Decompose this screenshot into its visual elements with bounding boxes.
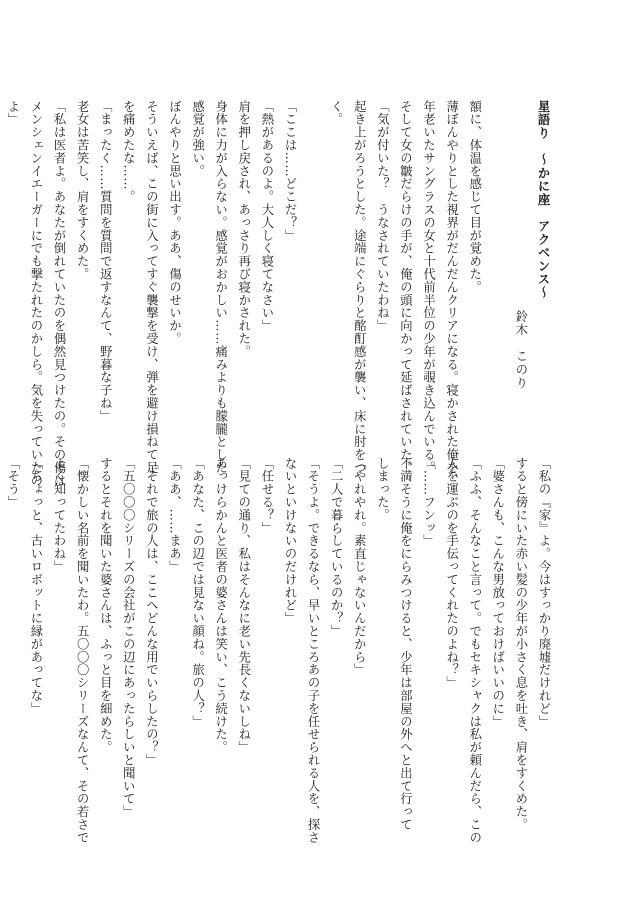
- text-line: 年老いたサングラスの女と十代前半位の少年が覗き込んでいる。: [421, 100, 436, 475]
- story-author: 鈴木 このり: [513, 310, 528, 390]
- text-line: あっけらかんと医者の婆さんは笑い、こう続けた。: [213, 457, 228, 754]
- text-line: 「気が付いた？ うなされていたわね」: [375, 100, 390, 333]
- text-line: 身体に力が入らない。感覚がおかしい……痛みよりも朦朧とした: [213, 100, 228, 475]
- text-line: すると傍にいた赤い髪の少年が小さく息を吐き、肩をすくめた。: [513, 457, 528, 832]
- lower-text-block: [0, 457, 555, 844]
- text-line: するとそれを聞いた婆さんは、ふっと目を細めた。: [98, 457, 113, 754]
- text-line: 「やれやれ。素直じゃないんだから」: [352, 457, 367, 677]
- blank-line: [301, 100, 324, 430]
- story-title: 星語り ～かに座 アクベンス～: [536, 100, 551, 300]
- text-line: [0, 457, 1, 805]
- text-line: 「見ての通り、私はそんなに老い先長くないしね」: [236, 457, 251, 754]
- text-line: 「ここは……どこだ？」: [282, 100, 297, 242]
- text-line: 不満そうに俺をにらみつけると、少年は部屋の外へと出て行って: [398, 457, 413, 832]
- text-line: 人を運ぶのを手伝ってくれたのよね？」: [444, 457, 459, 690]
- text-line: を痛めたな……。: [121, 100, 136, 204]
- text-line: 「ちょっと、古いロボットに縁があってな」: [28, 457, 43, 715]
- text-line: そして女の皺だらけの手が、俺の頭に向かって延ばされていた。: [398, 100, 413, 475]
- text-line: 「二人で暮らしているのか？」: [329, 457, 344, 638]
- text-line: 「まったく……質問を質問で返すなんて、野暮な子ね」: [98, 100, 113, 423]
- text-line: 「そうよ。できるなら、早いところあの子を任せられる人を、探さ: [306, 457, 321, 844]
- text-line: そういえば、この街に入ってすぐ襲撃を受け、弾を避け損ねて足: [144, 100, 159, 475]
- text-line: 「熱があるのよ。大人しく寝てなさい」: [259, 100, 274, 333]
- text-line: く。: [329, 100, 344, 126]
- text-line: 肩を押し戻され、あっさり再び寝かされた。: [236, 100, 251, 358]
- text-line: 感覚が強い。: [190, 100, 205, 178]
- text-line: 起き上がろうとした。途端にぐらりと酩酊感が襲い、床に肘をつ: [352, 100, 367, 475]
- text-line: 薄ぼんやりとした視界がだんだんクリアになる。寝かされた俺を、: [444, 100, 459, 487]
- text-line: 「それで旅の人は、ここへどんな用でいらしたの？」: [144, 457, 159, 767]
- text-line: 「婆さんも、こんな男放っておけばいいのに」: [490, 457, 505, 728]
- upper-text-block: [0, 100, 555, 487]
- text-line: 「五〇〇〇シリーズの会社がこの辺にあったらしいと聞いて」: [121, 457, 136, 819]
- text-line: 老女は苦笑し、肩をすくめた。: [75, 100, 90, 281]
- text-line: 「ふふ、そんなこと言って。でもセキシャクは私が頼んだら、この: [467, 457, 482, 844]
- text-line: 額に、体温を感じて目が覚めた。: [467, 100, 482, 294]
- text-line: 「……フンッ」: [421, 457, 436, 548]
- text-line: よ」: [5, 100, 20, 126]
- text-line: [0, 100, 1, 430]
- text-line: 「私の『家』よ。今はすっかり廃墟だけれど」: [537, 457, 551, 728]
- text-line: よく知ってたわね」: [52, 457, 67, 574]
- text-line: 「ああ、……まあ」: [167, 457, 182, 574]
- text-line: 「あなた、この辺では見ない顔ね。旅の人？」: [190, 457, 205, 728]
- text-line: しまった。: [375, 457, 390, 522]
- text-line: 「懐かしい名前を聞いたわ。五〇〇〇シリーズなんて、その若さで: [75, 457, 90, 844]
- text-line: 「私は医者よ。あなたが倒れていたのを偶然見つけたの。その傷は: [52, 100, 67, 487]
- blank-line: [486, 100, 509, 430]
- text-line: 「任せる？」: [259, 457, 274, 535]
- text-line: 「そう」: [5, 457, 20, 509]
- text-line: ぼんやりと思い出す。ああ、傷のせいか。: [167, 100, 182, 346]
- text-line: ないといけないのだけれど」: [282, 457, 297, 625]
- text-line: メンシェンイエーガーにでも撃たれたのかしら。気を失っていたの: [28, 100, 43, 487]
